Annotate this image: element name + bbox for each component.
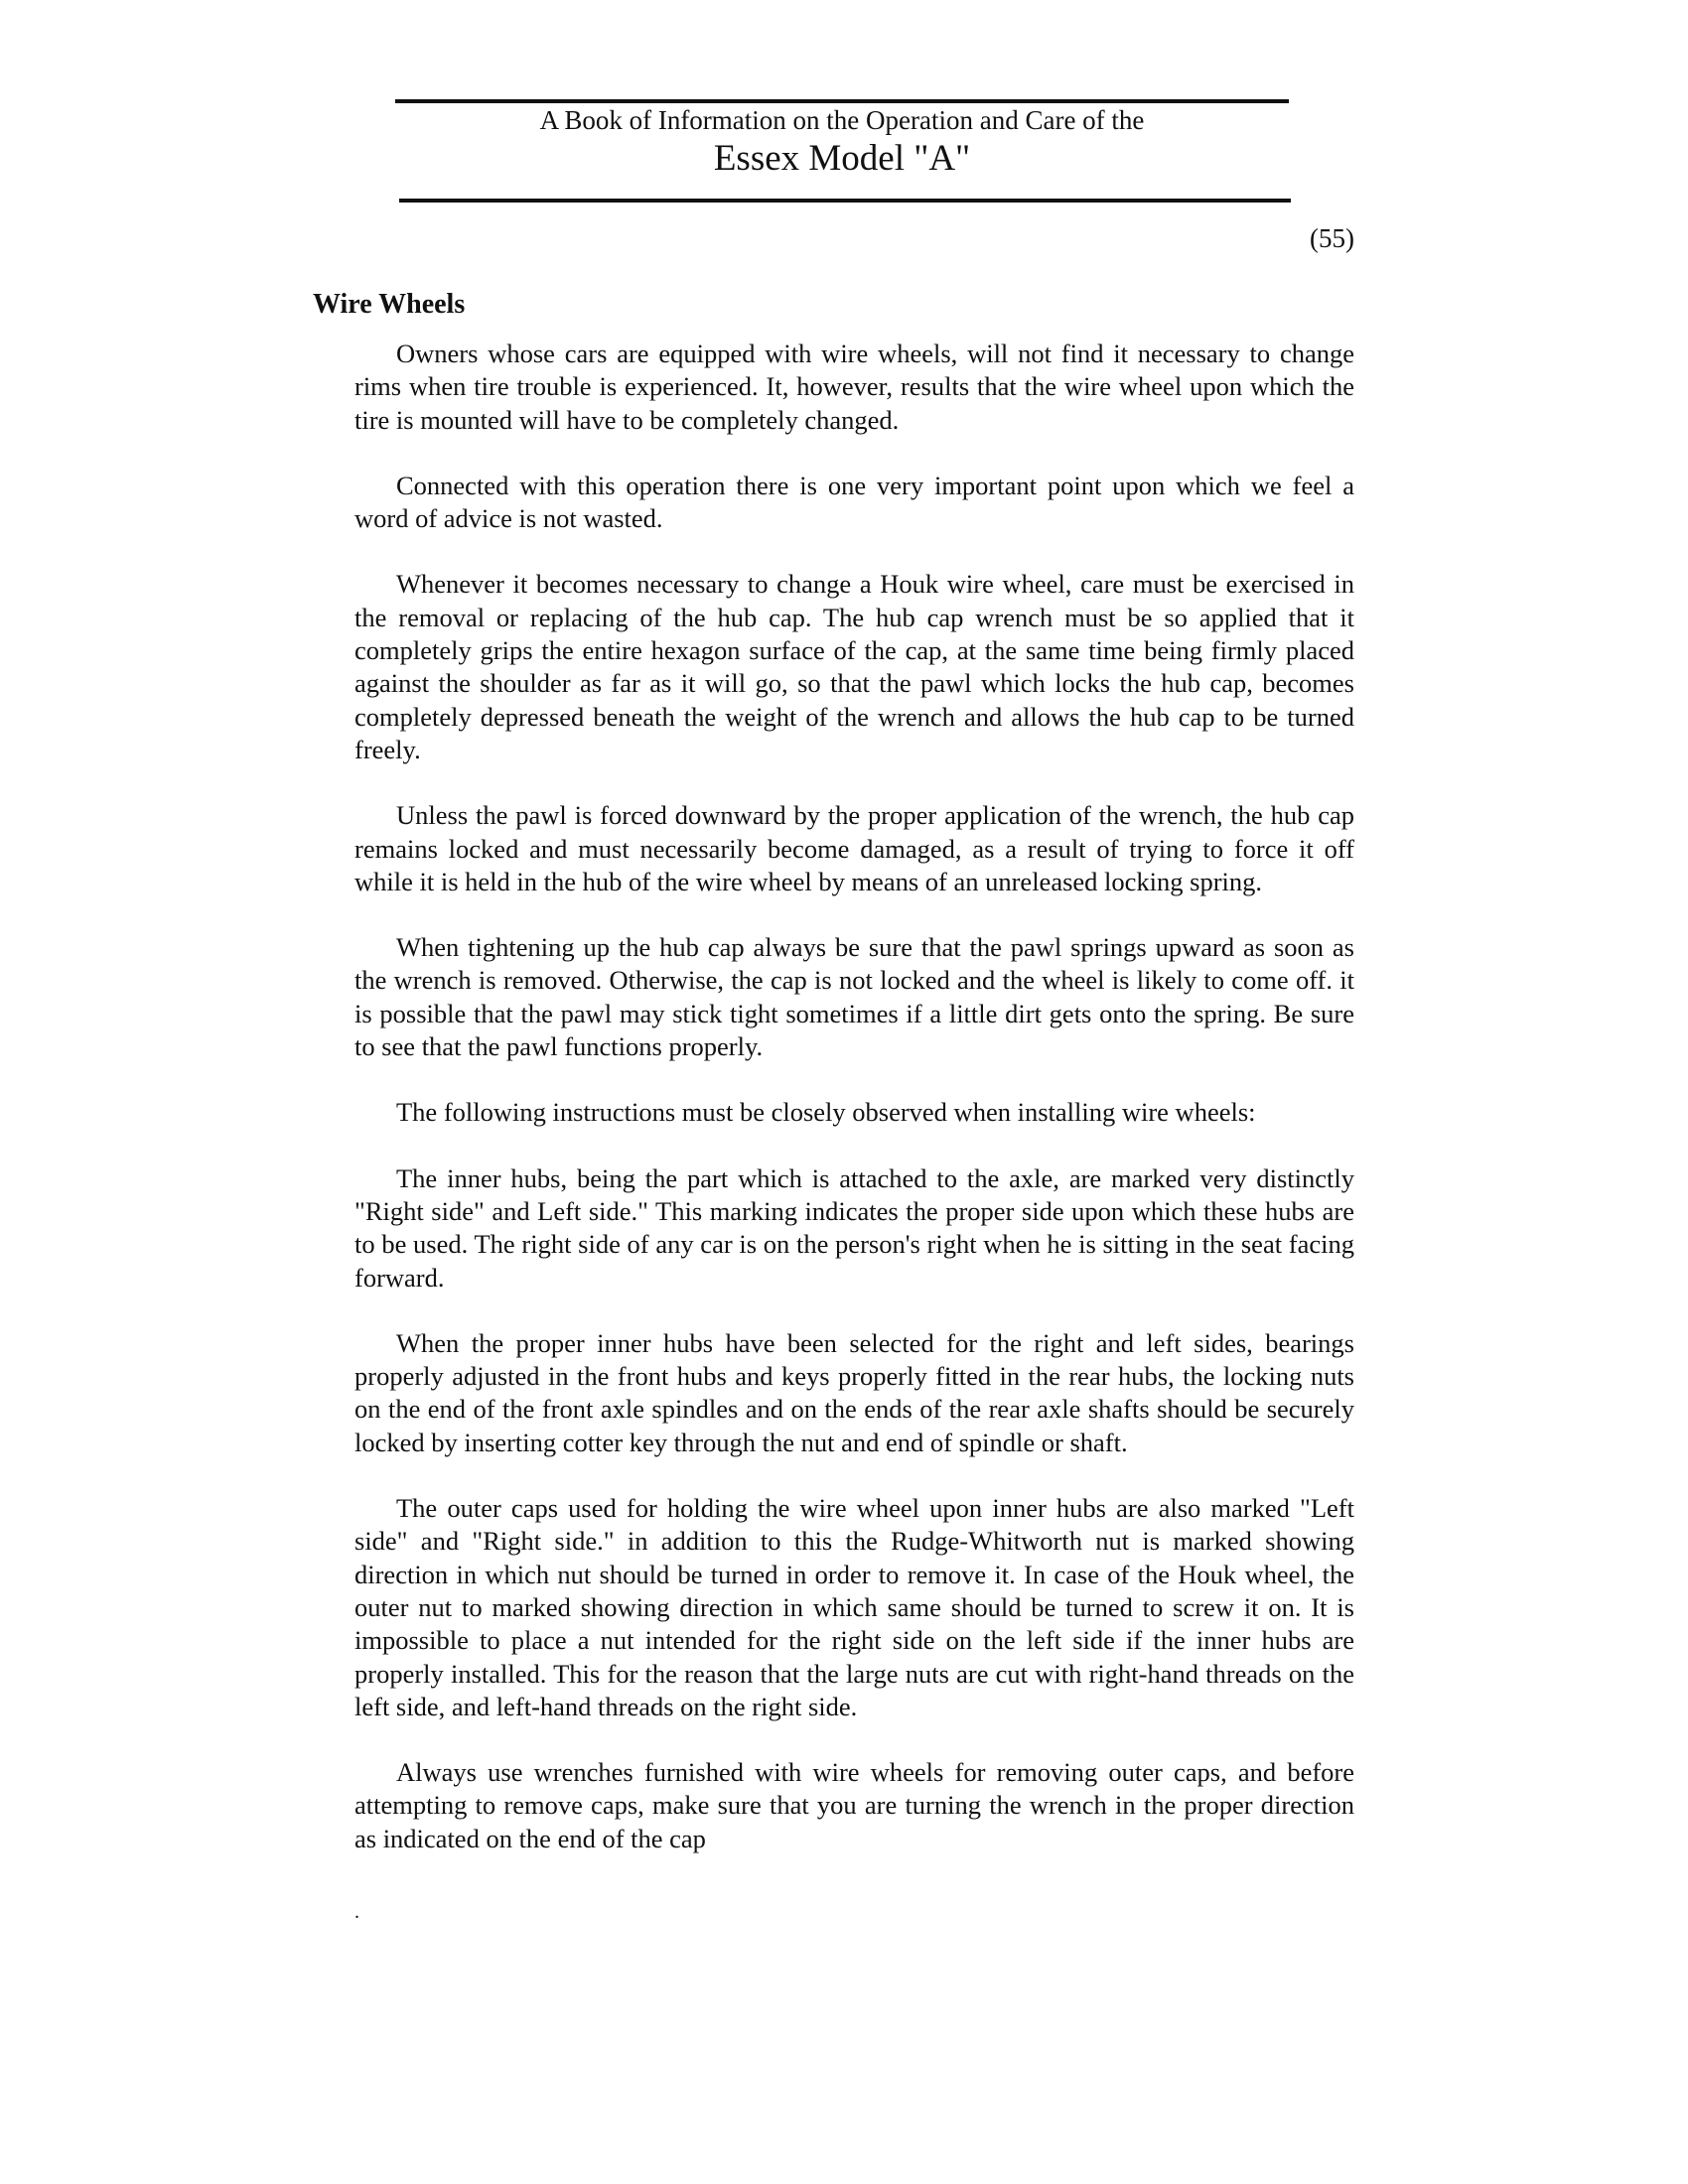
header-title: Essex Model "A" <box>713 138 971 179</box>
header-bottom-rule <box>399 199 1291 203</box>
body-text <box>354 338 1354 1888</box>
paragraph-4: Unless the pawl is forced downward by the proper application of the wrench, the hub cap remains locked and must necessarily become damaged, as a result of trying to force it off while it is held in the hub of the wire wheel by means of an unreleased locking spring. <box>354 800 1354 896</box>
section-title: Wire Wheels <box>313 289 466 320</box>
paragraph-7: The inner hubs, being the part which is attached to the axle, are marked very distinctly "Right side" and Left side." This marking indicates the proper side upon which these hubs are to be used. The right side of any car is on the person's right when he is sitting in the seat facing forward. <box>354 1162 1354 1293</box>
paragraph-2: Connected with this operation there is one very important point upon which we feel a word of advice is not wasted. <box>354 470 1354 534</box>
paragraph-5: When tightening up the hub cap always be sure that the pawl springs upward as soon as the wrench is removed. Otherwise, the cap is not locked and the wheel is likely to come off. it is possible that the pawl may stick tight sometimes if a little dirt gets onto the spring. Be sure to see that the pawl functions properly. <box>354 932 1354 1062</box>
header-top-rule <box>395 99 1289 103</box>
paragraph-9: The outer caps used for holding the wire wheel upon inner hubs are also marked "Left side" and "Right side." in addition to this the Rudge-Whitworth nut is marked showing direction in which nut should be turned in order to remove it. In case of the Houk wheel, the outer nut to marked showing direction in which same should be turned to screw it on. It is impossible to place a nut intended for the right side on the left side if the inner hubs are properly installed. This for the reason that the large nuts are cut with right-hand threads on the left side, and left-hand threads on the right side. <box>354 1493 1354 1721</box>
paragraph-10: Always use wrenches furnished with wire wheels for removing outer caps, and before attempting to remove caps, make sure that you are turning the wrench in the proper direction as indicated on the end of the cap <box>354 1757 1354 1853</box>
paragraph-6: The following instructions must be closely observed when installing wire wheels: <box>396 1097 1256 1128</box>
paragraph-8: When the proper inner hubs have been selected for the right and left sides, bearings properly adjusted in the front hubs and keys properly fitted in the rear hubs, the locking nuts on the end of the front axle spindles and on the ends of the rear axle shafts should be securely locked by inserting cotter key through the nut and end of spindle or shaft. <box>354 1327 1354 1457</box>
header-subtitle: A Book of Information on the Operation and Care of the <box>539 105 1145 135</box>
paragraph-3: Whenever it becomes necessary to change a Houk wire wheel, care must be exercised in the removal or replacing of the hub cap. The hub cap wrench must be so applied that it completely grips the entire hexagon surface of the cap, at the same time being firmly placed against the shoulder as far as it will go, so that the pawl which locks the hub cap, becomes completely depressed beneath the weight of the wrench and allows the hub cap to be turned freely. <box>354 569 1354 764</box>
trailing-mark: . <box>354 1901 359 1923</box>
page-number: (55) <box>1310 223 1354 253</box>
paragraph-1: Owners whose cars are equipped with wire wheels, will not find it necessary to change rims when tire trouble is experienced. It, however, results that the wire wheel upon which the tire is mounted will have to be completely changed. <box>354 339 1354 435</box>
